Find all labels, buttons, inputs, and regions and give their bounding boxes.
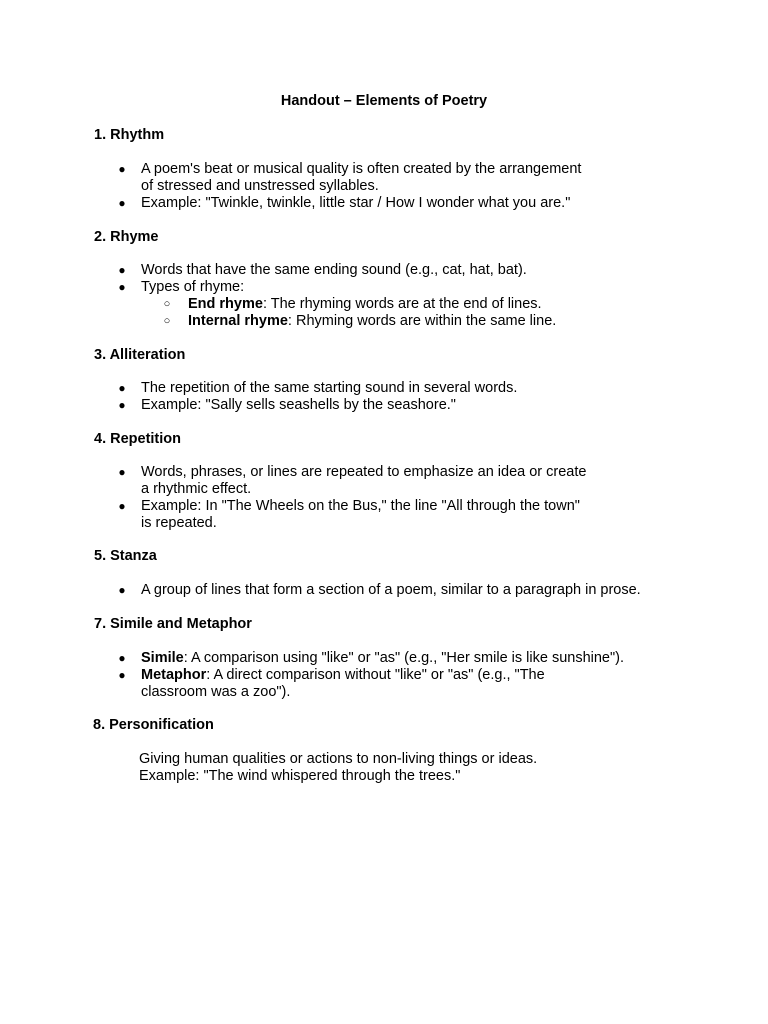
section-heading-rhyme: 2. Rhyme bbox=[94, 229, 159, 245]
list-item: ● A group of lines that form a section of a poem, similar to a paragraph in prose. bbox=[118, 582, 641, 598]
list-item-continuation: of stressed and unstressed syllables. bbox=[141, 178, 379, 194]
list-item: ● Simile: A comparison using "like" or "as" (e.g., "Her smile is like sunshine"). bbox=[118, 650, 624, 666]
section-heading-alliteration: 3. Alliteration bbox=[94, 347, 186, 363]
personification-text: Giving human qualities or actions to non-living things or ideas. bbox=[139, 751, 538, 767]
sub-list-item: ○ Internal rhyme: Rhyming words are within the same line. bbox=[163, 313, 557, 329]
repetition-list bbox=[0, 464, 700, 532]
section-heading-rhythm: 1. Rhythm bbox=[94, 127, 165, 143]
bullet-icon: ● bbox=[118, 668, 126, 682]
simile-metaphor-list bbox=[0, 650, 700, 701]
list-item: ● Example: "Twinkle, twinkle, little star / How I wonder what you are." bbox=[118, 195, 571, 211]
section-heading-simile-metaphor: 7. Simile and Metaphor bbox=[94, 616, 252, 632]
list-item: ● Metaphor: A direct comparison without "like" or "as" (e.g., "The bbox=[118, 667, 545, 683]
list-item-continuation: is repeated. bbox=[141, 515, 217, 531]
sub-list-item: ○ End rhyme: The rhyming words are at the end of lines. bbox=[163, 296, 542, 312]
bullet-icon: ● bbox=[118, 398, 126, 412]
section-heading-personification: 8. Personification bbox=[93, 717, 214, 733]
bullet-icon: ● bbox=[118, 381, 126, 395]
alliteration-list bbox=[0, 380, 700, 414]
list-item: ● Words that have the same ending sound (e.g., cat, hat, bat). bbox=[118, 262, 527, 278]
list-item: ● A poem's beat or musical quality is often created by the arrangement bbox=[118, 161, 582, 177]
personification-example: Example: "The wind whispered through the trees." bbox=[139, 768, 461, 784]
stanza-list bbox=[0, 582, 700, 599]
list-item: ● Types of rhyme: bbox=[118, 279, 245, 295]
list-item-continuation: classroom was a zoo"). bbox=[141, 684, 291, 700]
circle-bullet-icon: ○ bbox=[163, 315, 171, 327]
bullet-icon: ● bbox=[118, 499, 126, 513]
section-heading-repetition: 4. Repetition bbox=[94, 431, 182, 447]
list-item-continuation: a rhythmic effect. bbox=[141, 481, 252, 497]
list-item: ● The repetition of the same starting sound in several words. bbox=[118, 380, 518, 396]
rhythm-list bbox=[0, 161, 700, 212]
rhyme-list bbox=[0, 262, 700, 330]
bullet-icon: ● bbox=[118, 280, 126, 294]
bullet-icon: ● bbox=[118, 465, 126, 479]
bullet-icon: ● bbox=[118, 263, 126, 277]
bullet-icon: ● bbox=[118, 162, 126, 176]
page-title: Handout – Elements of Poetry bbox=[280, 93, 488, 109]
bullet-icon: ● bbox=[118, 583, 126, 597]
list-item: ● Words, phrases, or lines are repeated to emphasize an idea or create bbox=[118, 464, 587, 480]
circle-bullet-icon: ○ bbox=[163, 298, 171, 310]
list-item: ● Example: In "The Wheels on the Bus," the line "All through the town" bbox=[118, 498, 580, 514]
list-item: ● Example: "Sally sells seashells by the seashore." bbox=[118, 397, 456, 413]
bullet-icon: ● bbox=[118, 651, 126, 665]
bullet-icon: ● bbox=[118, 196, 126, 210]
section-heading-stanza: 5. Stanza bbox=[94, 548, 157, 564]
